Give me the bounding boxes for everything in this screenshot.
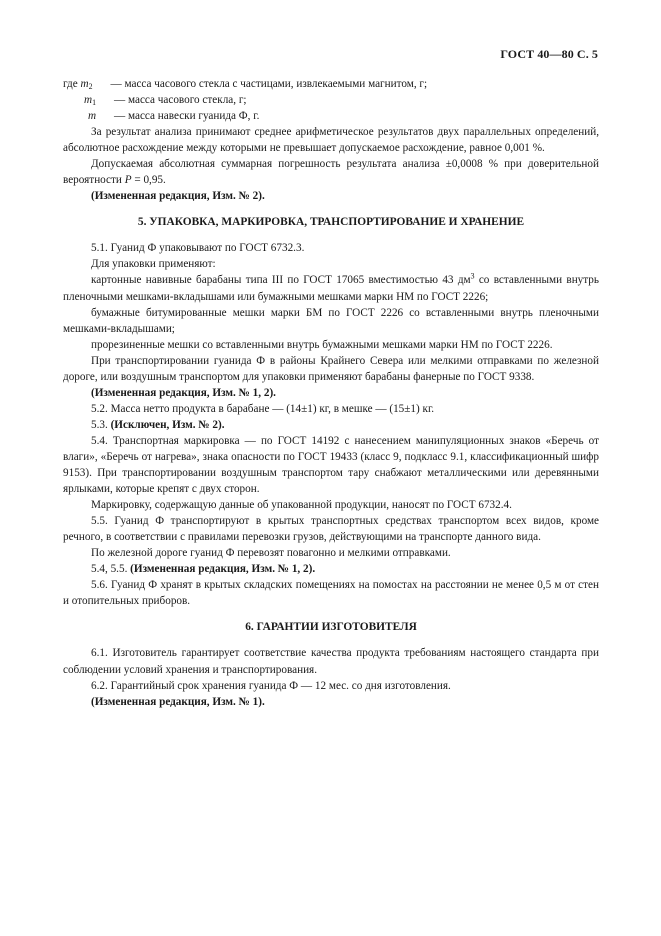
definition-m [63,108,599,124]
paragraph-marking: Маркировку, содержащую данные об упакованной продукции, наносят по ГОСТ 6732.4. [91,499,512,512]
definition-text: — масса навески гуанида Ф, г. [114,110,260,123]
clause-5-3: 5.3. (Исключен, Изм. № 2). [91,418,225,431]
clause-5-6: 5.6. Гуанид Ф хранят в крытых складских помещениях на помостах на расстоянии не менее 0,5 м от стен и отопительных приборов. [63,579,599,608]
symbol-sub: 1 [92,98,97,107]
definition-text: — масса часового стекла с частицами, извлекаемыми магнитом, г; [110,78,428,90]
section-title-6: 6. ГАРАНТИИ ИЗГОТОВИТЕЛЯ [245,621,417,634]
clause-6-2: 6.2. Гарантийный срок хранения гуанида Ф — 12 мес. со дня изготовления. [91,679,451,692]
edition-note: (Измененная редакция, Изм. № 1). [91,695,265,708]
paragraph-result: За результат анализа принимают среднее арифметическое результатов двух параллельных определений, абсолютное расхождение между которыми не превышает допускаемое расхождение, равное 0,001 %. [63,126,599,155]
clause-5-1: 5.1. Гуанид Ф упаковывают по ГОСТ 6732.3. [91,242,305,255]
definition-prefix: где [63,78,81,90]
symbol: m [80,78,89,90]
clause-5-2: 5.2. Масса нетто продукта в барабане — (14±1) кг, в мешке — (15±1) кг. [91,402,435,415]
packaging-item-3: прорезиненные мешки со вставленными внутрь бумажными мешками марки НМ по ГОСТ 2226. [91,338,553,351]
definition-m1 [63,92,599,108]
clause-6-1: 6.1. Изготовитель гарантирует соответствие качества продукта требованиям настоящего стандарта при соблюдении условий хранения и транспортирования. [63,647,599,676]
paragraph-error: Допускаемая абсолютная суммарная погрешность результата анализа ±0,0008 % при доверительной вероятности P = 0,95. [63,158,599,187]
page-header: ГОСТ 40—80 С. 5 [500,47,598,61]
document-body [63,76,599,710]
definition-text: — масса часового стекла, г; [114,94,247,107]
packaging-item-1: картонные навивные барабаны типа III по ГОСТ 17065 вместимостью 43 $дм^3$ со вставленными внутрь пленочными мешками-вкладышами или бумажными мешками марки НМ по ГОСТ 2226; [63,272,600,303]
packaging-item-2: бумажные битумированные мешки марки БМ по ГОСТ 2226 со вставленными внутрь пленочными мешками-вкладышами; [63,306,599,335]
edition-note: (Измененная редакция, Изм. № 1, 2). [91,386,276,399]
symbol: m [88,110,97,123]
definition-m2 [63,76,599,92]
edition-note-5-4-5-5: 5.4, 5.5. (Измененная редакция, Изм. № 1, 2). [91,563,316,576]
paragraph-railway: По железной дороге гуанид Ф перевозят повагонно и мелкими отправками. [91,547,451,560]
packaging-intro: Для упаковки применяют: [91,258,216,271]
paragraph-north: При транспортировании гуанида Ф в районы Крайнего Севера или мелкими отправками по железной дороге, или воздушным транспортом для упаковки применяют барабаны фанерные по ГОСТ 9338. [63,354,599,383]
clause-5-4: 5.4. Транспортная маркировка — по ГОСТ 14192 с нанесением манипуляционных знаков «Беречь от влаги», «Беречь от нагрева», знака опасности по ГОСТ 19433 (класс 9, подкласс 9.1, классификационный шифр 9153). При транспортировании воздушным транспортом тару снабжают металлическими или деревянными ярлыками, которые крепят с двух сторон. [63,434,599,496]
edition-note: (Измененная редакция, Изм. № 2). [91,190,265,203]
clause-5-5: 5.5. Гуанид Ф транспортируют в крытых транспортных средствах транспортом всех видов, кроме речного, в соответствии с правилами перевозки грузов, действующими на транспорте данного вида. [63,515,599,544]
symbol: m [84,94,93,107]
section-title-5: 5. УПАКОВКА, МАРКИРОВКА, ТРАНСПОРТИРОВАНИЕ И ХРАНЕНИЕ [137,216,525,229]
symbol-sub: 2 [88,81,93,91]
